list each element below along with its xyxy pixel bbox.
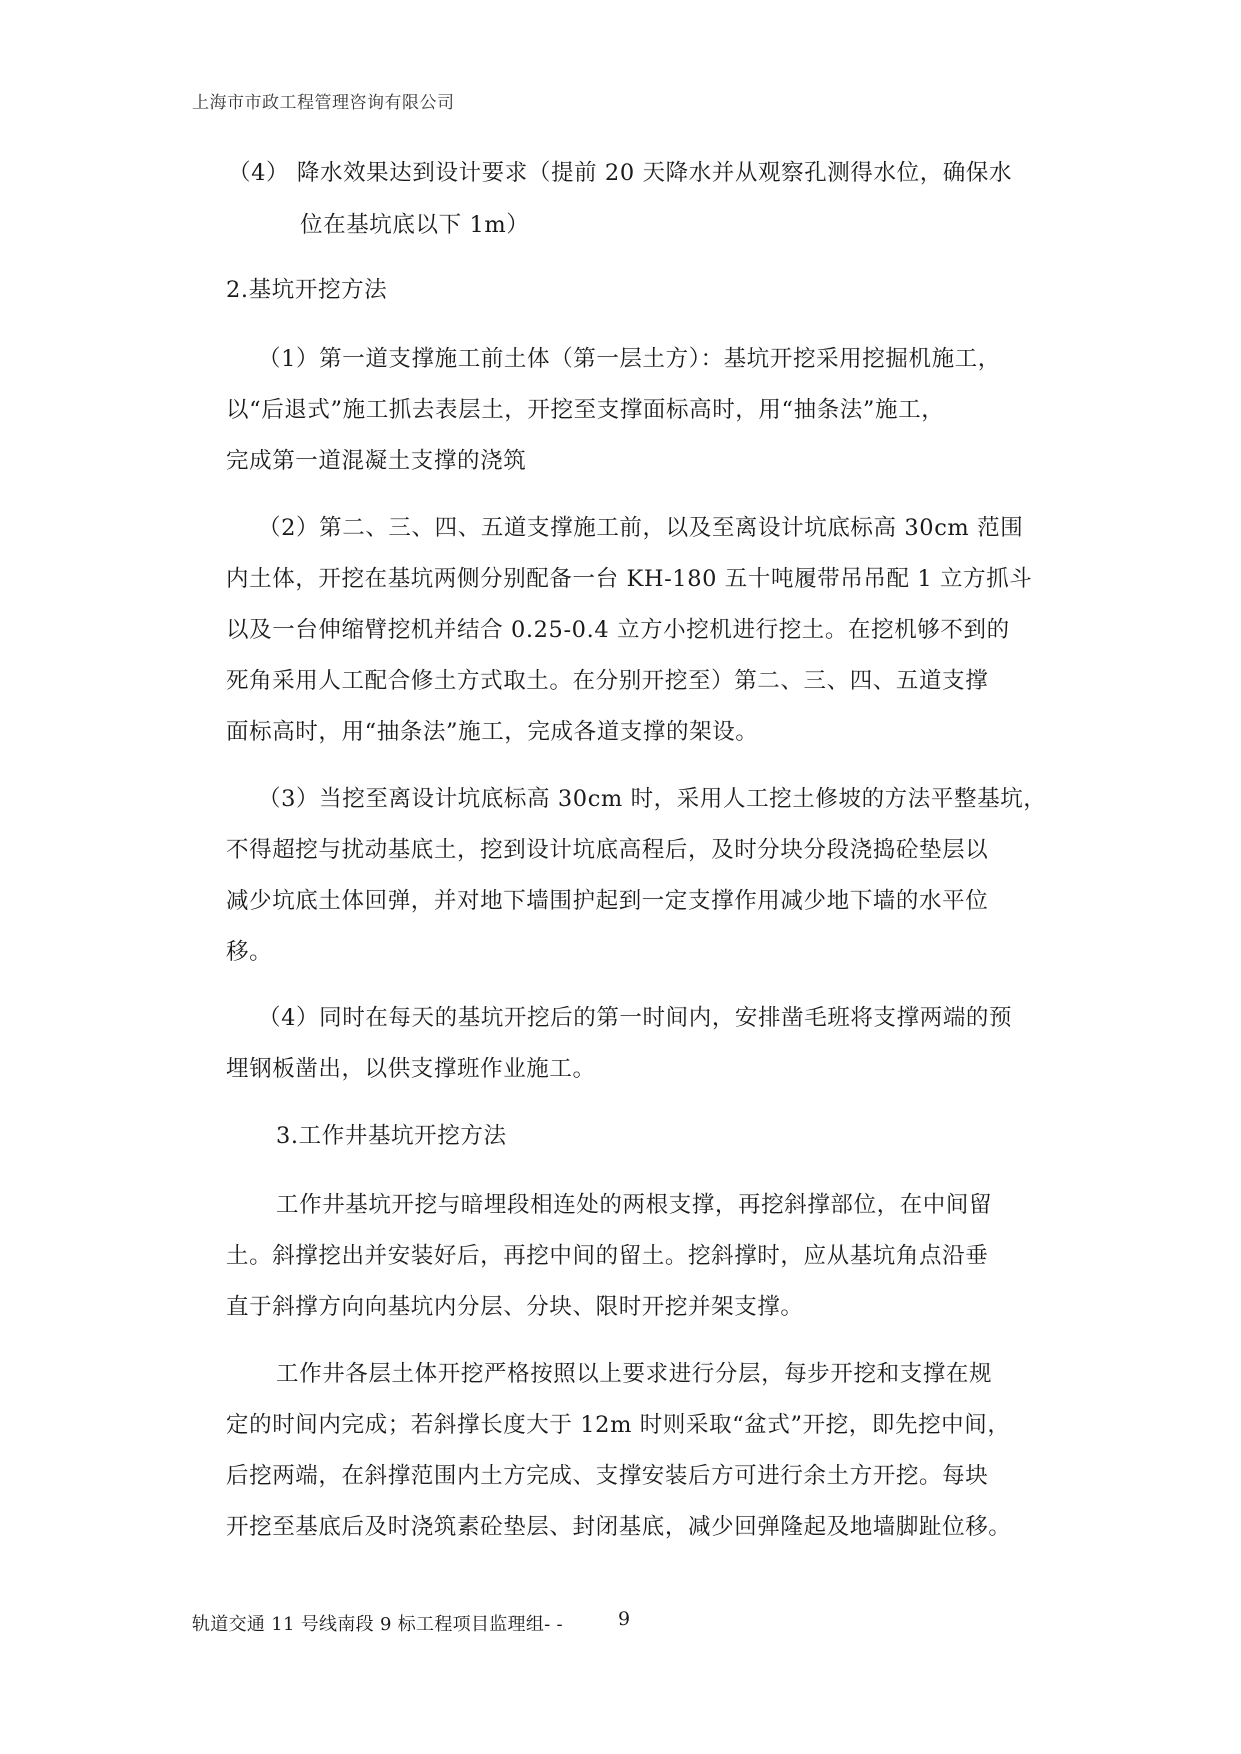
page-header: 上海市市政工程管理咨询有限公司 — [192, 93, 455, 113]
para-5-line-1: （4）同时在每天的基坑开挖后的第一时间内，安排凿毛班将支撑两端的预 — [258, 1005, 1013, 1031]
para-3-line-5: 面标高时，用“抽条法”施工，完成各道支撑的架设。 — [226, 719, 759, 745]
para-3-line-2: 内土体，开挖在基坑两侧分别配备一台 KH-180 五十吨履带吊吊配 1 立方抓斗 — [226, 566, 1033, 592]
para-7-line-4: 开挖至基底后及时浇筑素砼垫层、封闭基底，减少回弹隆起及地墙脚趾位移。 — [226, 1514, 1012, 1540]
para-2-line-3: 完成第一道混凝土支撑的浇筑 — [226, 448, 527, 474]
page-number: 9 — [618, 1608, 631, 1630]
para-4-line-2: 不得超挖与扰动基底土，挖到设计坑底高程后，及时分块分段浇捣砼垫层以 — [226, 837, 989, 863]
para-3-line-1: （2）第二、三、四、五道支撑施工前，以及至离设计坑底标高 30cm 范围 — [258, 515, 1024, 541]
para-6-line-3: 直于斜撑方向向基坑内分层、分块、限时开挖并架支撑。 — [226, 1294, 804, 1320]
para-4-line-4: 移。 — [226, 939, 273, 965]
section-heading-2: 2.基坑开挖方法 — [226, 277, 388, 303]
para-7-line-2: 定的时间内完成；若斜撑长度大于 12m 时则采取“盆式”开挖，即先挖中间， — [226, 1412, 1011, 1438]
para-7-line-3: 后挖两端，在斜撑范围内土方完成、支撑安装后方可进行余土方开挖。每块 — [226, 1463, 989, 1489]
section-heading-3: 3.工作井基坑开挖方法 — [276, 1123, 507, 1149]
para-1-line-2: 位在基坑底以下 1m） — [300, 212, 530, 238]
para-2-line-2: 以“后退式”施工抓去表层土，开挖至支撑面标高时，用“抽条法”施工， — [226, 397, 945, 423]
para-4-line-3: 减少坑底土体回弹，并对地下墙围护起到一定支撑作用减少地下墙的水平位 — [226, 888, 989, 914]
para-7-line-1: 工作井各层土体开挖严格按照以上要求进行分层，每步开挖和支撑在规 — [276, 1361, 993, 1387]
para-3-line-4: 死角采用人工配合修土方式取土。在分别开挖至）第二、三、四、五道支撑 — [226, 668, 989, 694]
para-6-line-1: 工作井基坑开挖与暗埋段相连处的两根支撑，再挖斜撑部位，在中间留 — [276, 1192, 993, 1218]
para-1-line-1: （4） 降水效果达到设计要求（提前 20 天降水并从观察孔测得水位，确保水 — [228, 160, 1013, 186]
para-3-line-3: 以及一台伸缩臂挖机并结合 0.25-0.4 立方小挖机进行挖土。在挖机够不到的 — [226, 617, 1010, 643]
para-4-line-1: （3）当挖至离设计坑底标高 30cm 时，采用人工挖土修坡的方法平整基坑， — [258, 786, 1047, 812]
para-6-line-2: 土。斜撑挖出并安装好后，再挖中间的留土。挖斜撑时，应从基坑角点沿垂 — [226, 1243, 989, 1269]
page-footer: 轨道交通 11 号线南段 9 标工程项目监理组- - — [192, 1614, 563, 1635]
para-2-line-1: （1）第一道支撑施工前土体（第一层土方）：基坑开挖采用挖掘机施工， — [258, 346, 1001, 372]
para-5-line-2: 埋钢板凿出，以供支撑班作业施工。 — [226, 1056, 596, 1082]
